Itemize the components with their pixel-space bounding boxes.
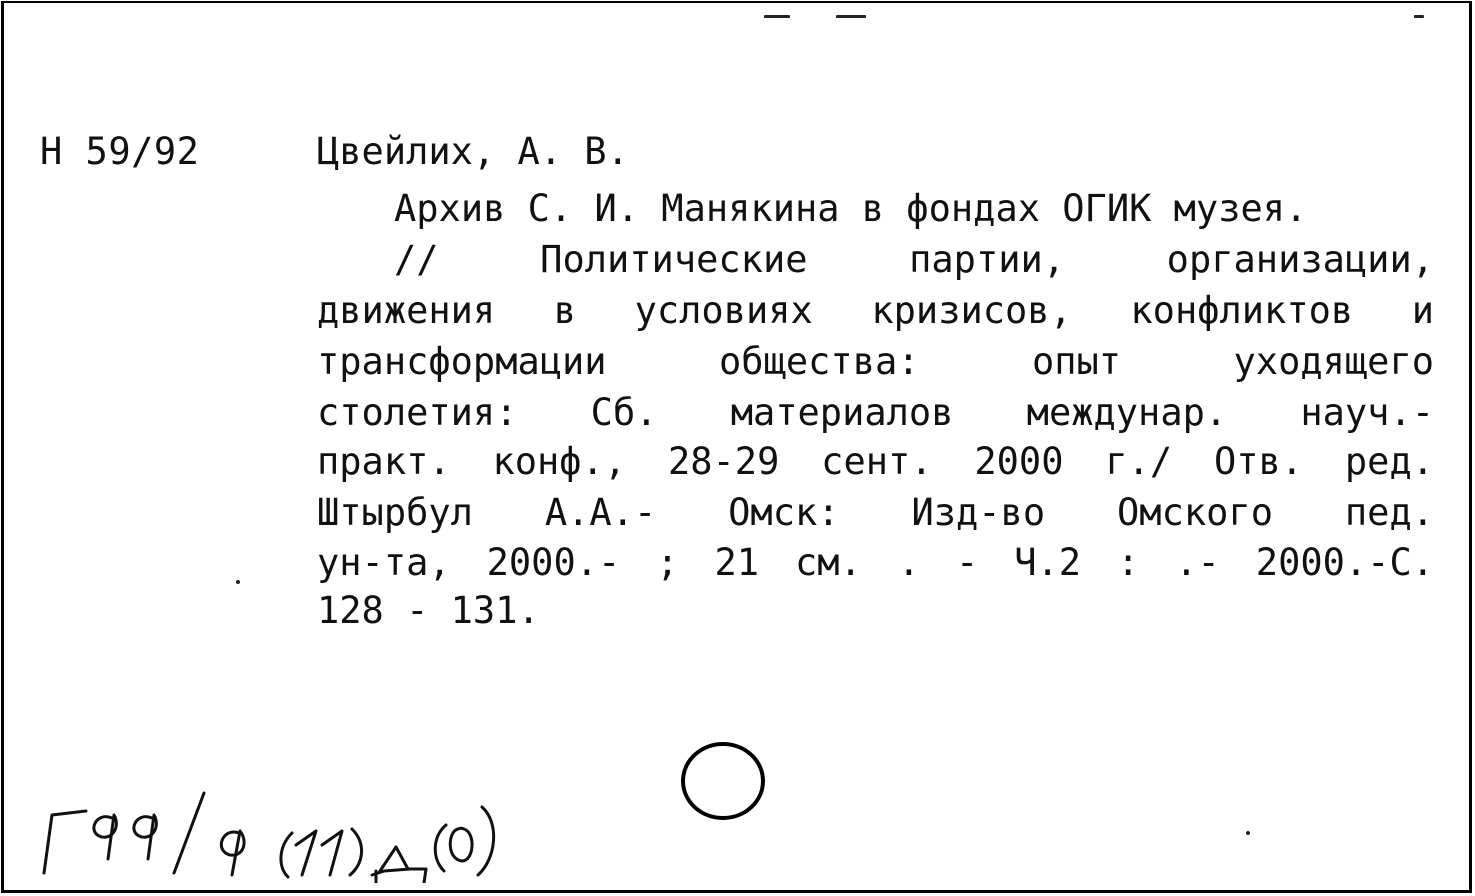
scan-speck bbox=[764, 15, 790, 18]
description-line: // Политические партии, организации, bbox=[394, 238, 1434, 281]
description-line: столетия: Сб. материалов междунар. науч.- bbox=[317, 391, 1434, 434]
author-heading: Цвейлих, А. В. bbox=[317, 130, 629, 173]
scan-speck bbox=[236, 580, 240, 584]
description-line: ун-та, 2000.- ; 21 см. . - Ч.2 : .- 2000.-С. bbox=[317, 541, 1434, 584]
description-line: трансформации общества: опыт уходящего bbox=[317, 340, 1434, 383]
scan-speck bbox=[1246, 831, 1250, 835]
scan-speck bbox=[1414, 15, 1424, 18]
pages-line: 128 - 131. bbox=[317, 589, 540, 632]
title-line: Архив С. И. Манякина в фондах ОГИК музея. bbox=[394, 187, 1308, 230]
shelfmark: Н 59/92 bbox=[40, 130, 200, 173]
description-line: практ. конф., 28-29 сент. 2000 г./ Отв. ред. bbox=[317, 440, 1434, 483]
circle-mark bbox=[680, 741, 766, 821]
description-line: Штырбул А.А.- Омск: Изд-во Омского пед. bbox=[317, 491, 1434, 534]
description-line: движения в условиях кризисов, конфликтов и bbox=[317, 289, 1434, 332]
catalog-card bbox=[1, 1, 1472, 893]
scan-speck bbox=[836, 15, 866, 18]
handwritten-classmark bbox=[34, 763, 634, 883]
